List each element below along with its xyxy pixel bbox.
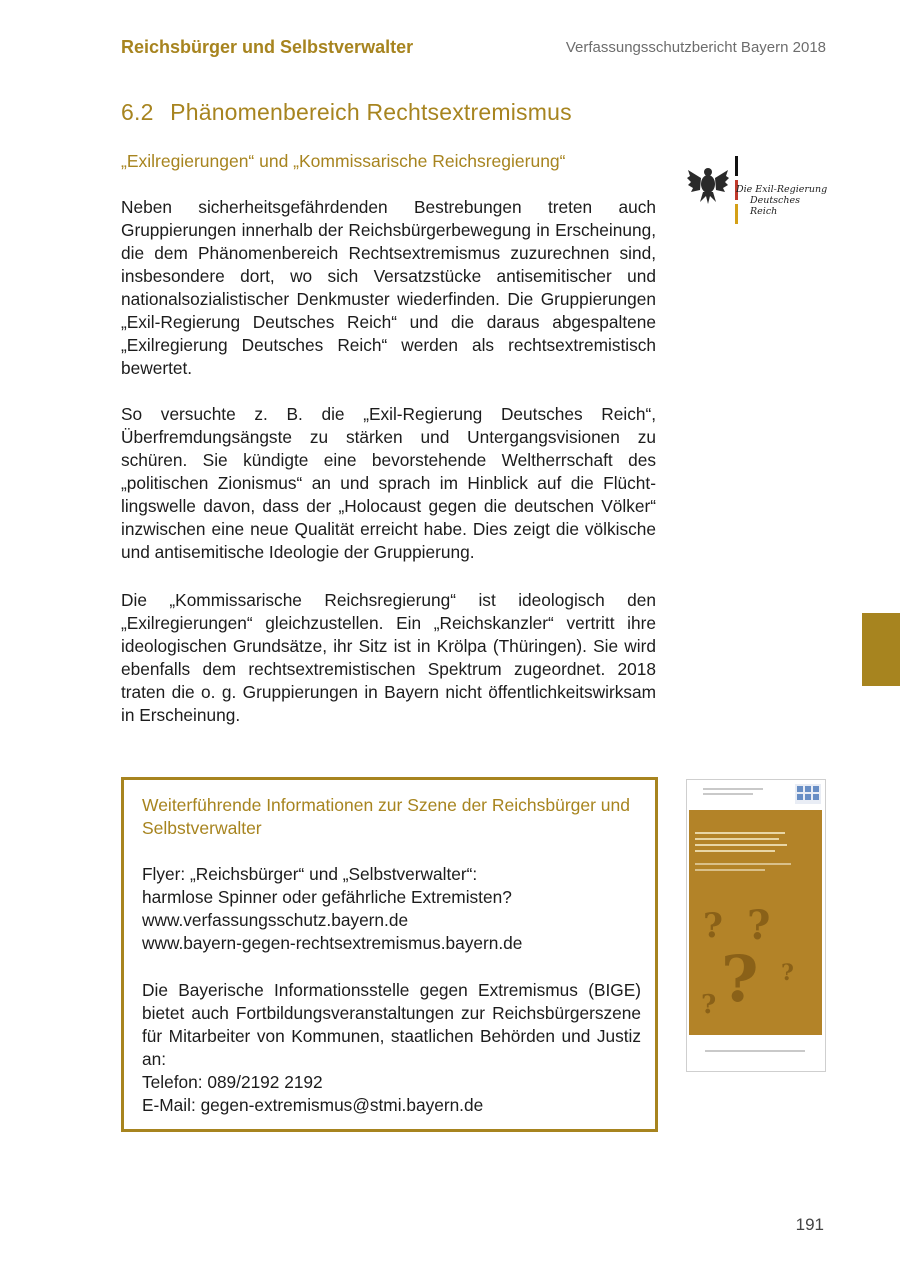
question-mark-icon: ? bbox=[781, 960, 794, 986]
paragraph-2: So versuchte z. B. die „Exil-Regierung Deutsches Reich“, Überfremdungsängste zu stärken und Untergangsvisionen zu schüren. Sie kündigte eine bevorstehende Weltherrschaft des „politischen Zionismus“ an und sprach im Hinblick auf die Flüchtlingswelle davon, dass der „Holocaust gegen die deutschen Völker“ inzwischen eine neue Qualität erreicht habe. Dies zeigt die völkische und antisemitische Ideologie der Gruppierung. bbox=[121, 404, 656, 562]
paragraph-3: Die „Kommissarische Reichsregierung“ ist ideologisch den „Exilregierungen“ gleichzustellen. Ein „Reichskanzler“ vertritt ihre ideologischen Grundsätze, ihr Sitz ist in Krölpa (Thüringen). Sie wird ebenfalls dem rechtsextremistischen Spektrum zugeordnet. 2018 traten die o. g. Gruppierungen in Bayern nicht öffentlichkeitswirksam in Erscheinung. bbox=[121, 590, 656, 725]
section-number: 6.2 bbox=[121, 99, 154, 125]
flyer-header-icon bbox=[687, 780, 825, 810]
chapter-tab bbox=[862, 613, 900, 686]
flyer-title-line: Flyer: „Reichsbürger“ und „Selbstverwalter“: bbox=[142, 864, 478, 884]
bige-phone: Telefon: 089/2192 2192 bbox=[142, 1072, 323, 1092]
section-title-text: Phänomenbereich Rechtsextremismus bbox=[170, 99, 572, 125]
question-mark-icon: ? bbox=[701, 990, 717, 1020]
running-header-publication: Verfassungsschutzbericht Bayern 2018 bbox=[565, 39, 826, 56]
flyer-cover-image bbox=[686, 779, 826, 1072]
info-box bbox=[121, 777, 658, 1132]
bige-email[interactable]: E-Mail: gegen-extremismus@stmi.bayern.de bbox=[142, 1095, 484, 1115]
logo-line-1: Die Exil-Regierung bbox=[736, 184, 828, 195]
url-verfassungsschutz[interactable]: www.verfassungsschutz.bayern.de bbox=[142, 910, 409, 930]
question-mark-icon: ? bbox=[721, 942, 759, 1017]
running-header-section: Reichsbürger und Selbstverwalter bbox=[121, 37, 414, 57]
question-mark-icon: ? bbox=[703, 906, 723, 946]
page-number: 191 bbox=[795, 1215, 824, 1234]
flyer-cover-body bbox=[689, 810, 822, 1035]
paragraph-1: Neben sicherheitsgefährdenden Bestrebungen treten auch Gruppierungen innerhalb der Reichsbürgerbewegung in Erscheinung, die dem Phänomenbereich Rechtsextremismus zuzurechnen sind, insbesondere dort, wo sich Versatzstücke antisemitischer und nationalsozialistischer Denkmuster wiederfinden. Die Gruppierungen „Exil-Regierung Deutsches Reich“ und die daraus abgespaltene „Exilregierung Deutsches Reich“ werden als rechtsextremistisch bewertet. bbox=[121, 197, 656, 378]
bige-info bbox=[142, 979, 641, 1117]
info-box-title: Weiterführende Informationen zur Szene der Reichsbürger und Selbstverwalter bbox=[142, 795, 631, 838]
question-mark-icon: ? bbox=[747, 902, 771, 949]
logo-line-2: Deutsches Reich bbox=[750, 195, 800, 217]
exil-regierung-logo bbox=[686, 156, 828, 226]
subheading: „Exilregierungen“ und „Kommissarische Reichsregierung“ bbox=[121, 151, 566, 171]
flyer-subtitle-line: harmlose Spinner oder gefährliche Extremisten? bbox=[142, 887, 512, 907]
flyer-info bbox=[142, 863, 641, 955]
flyer-footer-icon bbox=[687, 1042, 825, 1062]
section-title bbox=[121, 99, 572, 126]
logo-text bbox=[736, 184, 828, 217]
bige-text: Die Bayerische Informationsstelle gegen Extremismus (BIGE) bietet auch Fortbildungsveranstaltungen zur Reichsbürgerszene für Mitarbeiter von Kommunen, staatlichen Behörden und Justiz an: bbox=[142, 980, 641, 1069]
url-bayern-gegen-rechtsextremismus[interactable]: www.bayern-gegen-rechtsextremismus.bayern.de bbox=[142, 933, 523, 953]
